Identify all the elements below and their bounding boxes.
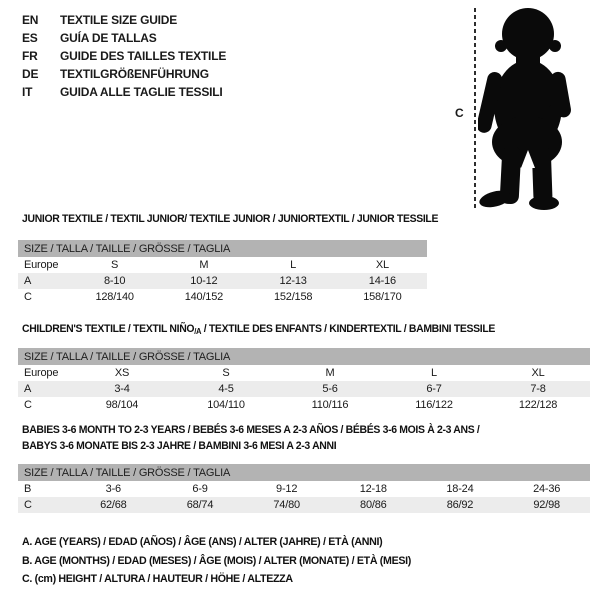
size-cell: 104/110 xyxy=(207,399,245,411)
size-cell: 3-6 xyxy=(105,483,121,495)
size-cell: 80/86 xyxy=(360,499,387,511)
measurement-legend xyxy=(22,533,411,589)
left-ear xyxy=(495,40,507,52)
size-cell: 158/170 xyxy=(363,291,402,303)
size-cell: M xyxy=(325,367,335,379)
table-row xyxy=(18,273,427,289)
size-cell: L xyxy=(290,259,297,271)
legend-line-c: C. (cm) HEIGHT / ALTURA / HAUTEUR / HÖHE / ALTEZZA xyxy=(22,573,293,585)
babies-title-line2: BABYS 3-6 MONATE BIS 2-3 JAHRE / BAMBINI 3-6 MESI A 2-3 ANNI xyxy=(22,439,337,452)
size-cell: 6-7 xyxy=(426,383,442,395)
size-header-bar: SIZE / TALLA / TAILLE / GRÖSSE / TAGLIA xyxy=(18,348,590,365)
babies-title-line1: BABIES 3-6 MONTH TO 2-3 YEARS / BEBÉS 3-6 MESES A 2-3 AÑOS / BÉBÉS 3-6 MOIS À 2-3 ANS / xyxy=(22,424,480,436)
children-table-title: CHILDREN'S TEXTILE / TEXTIL NIÑO/A / TEXTILE DES ENFANTS / KINDERTEXTIL / BAMBINI TESSILE xyxy=(22,323,496,336)
language-row-fr xyxy=(22,47,226,65)
size-cell: 140/152 xyxy=(184,291,224,303)
language-label: GUIDA ALLE TAGLIE TESSILI xyxy=(60,85,223,99)
size-cell: XS xyxy=(114,367,130,379)
legend-line-a: A. AGE (YEARS) / EDAD (AÑOS) / ÂGE (ANS) / ALTER (JAHRE) / ETÀ (ANNI) xyxy=(22,536,383,548)
subscript-suffix: /A xyxy=(194,327,202,336)
row-label-cell: Europe xyxy=(24,259,59,271)
size-cell: M xyxy=(199,259,209,271)
table-row xyxy=(18,381,590,397)
size-cell: 8-10 xyxy=(104,275,126,287)
table-row xyxy=(18,289,427,305)
junior-table-title: JUNIOR TEXTILE / TEXTIL JUNIOR/ TEXTILE JUNIOR / JUNIORTEXTIL / JUNIOR TESSILE xyxy=(22,213,439,225)
size-cell: 4-5 xyxy=(218,383,234,395)
size-cell: 12-13 xyxy=(279,275,307,287)
legend-line-b: B. AGE (MONTHS) / EDAD (MESES) / ÂGE (MOIS) / ALTER (MONATE) / ETÀ (MESI) xyxy=(22,554,411,567)
language-row-en xyxy=(22,11,226,29)
table-row xyxy=(18,397,590,413)
size-cell: L xyxy=(431,367,437,379)
table-row xyxy=(18,257,427,273)
language-code: EN xyxy=(22,13,39,27)
size-cell: 122/128 xyxy=(518,399,558,411)
height-measure-label: C xyxy=(455,106,464,120)
language-row-es xyxy=(22,29,226,47)
size-cell: S xyxy=(222,367,230,379)
language-label: TEXTILGRÖßENFÜHRUNG xyxy=(60,67,209,81)
row-label-cell: B xyxy=(24,483,32,495)
size-cell: 3-4 xyxy=(114,383,130,395)
language-code: FR xyxy=(22,49,38,63)
row-label-cell: C xyxy=(24,291,32,303)
size-cell: 116/122 xyxy=(415,399,453,411)
size-cell: 152/158 xyxy=(273,291,313,303)
row-label-cell: Europe xyxy=(24,367,59,379)
size-cell: 68/74 xyxy=(186,499,214,511)
language-row-it xyxy=(22,83,226,101)
language-code: ES xyxy=(22,31,38,45)
babies-size-table xyxy=(18,464,590,513)
row-label-cell: C xyxy=(24,499,32,511)
row-label-cell: C xyxy=(24,399,32,411)
language-code: IT xyxy=(22,85,33,99)
size-cell: 24-36 xyxy=(533,483,561,495)
size-cell: 128/140 xyxy=(95,291,134,303)
size-cell: XL xyxy=(531,367,545,379)
junior-size-table xyxy=(18,240,427,305)
size-cell: 92/98 xyxy=(533,499,560,511)
size-cell: 7-8 xyxy=(530,383,546,395)
language-title-list xyxy=(22,11,226,101)
children-size-table xyxy=(18,348,590,413)
right-foot xyxy=(529,196,559,210)
toddler-silhouette xyxy=(478,6,573,211)
size-cell: 6-9 xyxy=(192,483,208,495)
right-leg xyxy=(532,146,553,205)
language-row-de xyxy=(22,65,226,83)
size-cell: 18-24 xyxy=(446,483,474,495)
size-cell: 5-6 xyxy=(322,383,338,395)
size-cell: 86/92 xyxy=(446,499,474,511)
babies-table-title xyxy=(22,423,479,454)
size-cell: 10-12 xyxy=(190,275,218,287)
right-ear xyxy=(549,40,561,52)
size-cell: 62/68 xyxy=(100,499,127,511)
language-label: GUIDE DES TAILLES TEXTILE xyxy=(60,49,227,63)
size-header-bar: SIZE / TALLA / TAILLE / GRÖSSE / TAGLIA xyxy=(18,240,427,257)
row-label-cell: A xyxy=(24,383,32,395)
height-measure-line xyxy=(474,8,476,209)
size-cell: 12-18 xyxy=(359,483,387,495)
size-cell: 74/80 xyxy=(273,499,300,511)
language-label: TEXTILE SIZE GUIDE xyxy=(60,13,178,27)
size-cell: S xyxy=(111,259,119,271)
language-label: GUÍA DE TALLAS xyxy=(60,31,157,45)
row-label-cell: A xyxy=(24,275,32,287)
size-cell: 98/104 xyxy=(105,399,139,411)
size-cell: 9-12 xyxy=(276,483,298,495)
table-row xyxy=(18,365,590,381)
table-row xyxy=(18,497,590,513)
size-header-bar: SIZE / TALLA / TAILLE / GRÖSSE / TAGLIA xyxy=(18,464,590,481)
language-code: DE xyxy=(22,67,39,81)
table-row xyxy=(18,481,590,497)
size-cell: XL xyxy=(375,259,389,271)
size-cell: 110/116 xyxy=(311,399,349,411)
size-cell: 14-16 xyxy=(368,275,396,287)
